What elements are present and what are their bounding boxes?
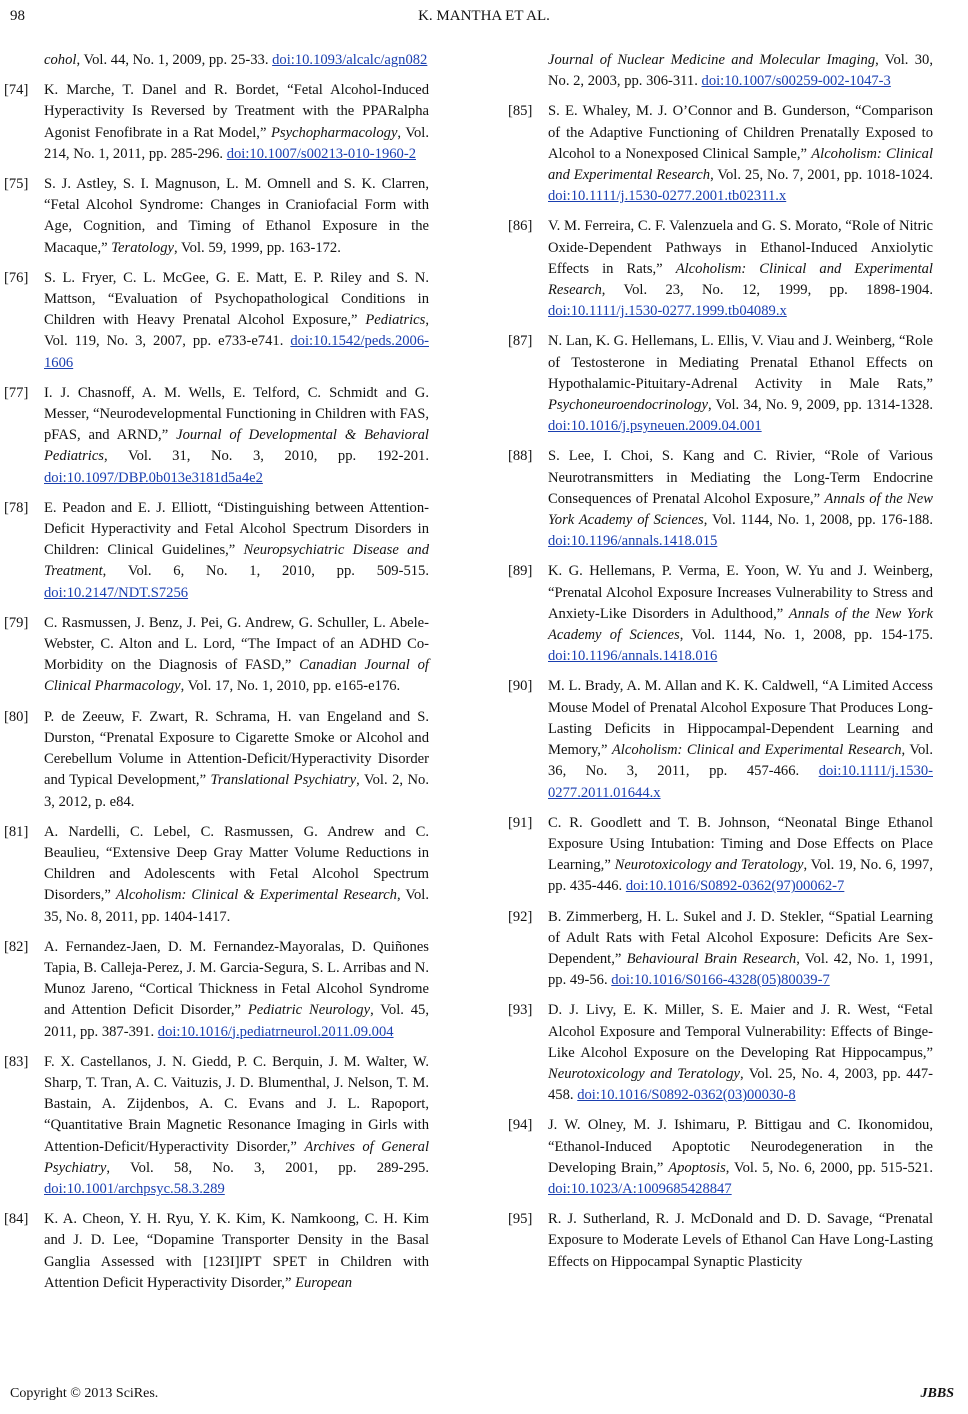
doi-link[interactable]: doi:10.1196/annals.1418.016 <box>548 648 718 665</box>
reference-title: “Extensive Deep Gray Matter Volume Reductions in Children and Adolescents with Fetal Alcohol Spectrum Disorders,” <box>44 844 429 904</box>
reference-authors: K. Marche, T. Danel and R. Bordet, <box>44 82 288 99</box>
reference-entry <box>508 1000 933 1106</box>
doi-link[interactable]: doi:10.1097/DBP.0b013e3181d5a4e2 <box>44 469 263 486</box>
reference-entry <box>4 707 429 813</box>
reference-authors: S. Lee, I. Choi, S. Kang and C. Rivier, <box>548 448 825 465</box>
reference-title: “Spatial Learning of Adult Rats with Fetal Alcohol Exposure: Deficits Are Sex-Dependent,” <box>548 908 933 967</box>
reference-details: , Vol. 34, No. 9, 2009, pp. 1314-1328. <box>707 397 933 414</box>
doi-link[interactable]: doi:10.1016/j.pediatrneurol.2011.09.004 <box>157 1023 394 1040</box>
reference-number: [90] <box>508 678 533 695</box>
reference-entry <box>508 676 933 803</box>
reference-journal: Behavioural Brain Research <box>626 950 797 967</box>
doi-link[interactable]: doi:10.1007/s00259-002-1047-3 <box>701 73 891 90</box>
reference-journal: Psychopharmacology <box>270 124 398 141</box>
reference-number: [77] <box>4 384 29 401</box>
reference-authors: I. J. Chasnoff, A. M. Wells, E. Telford, C. Schmidt and G. Messer, <box>44 384 429 423</box>
reference-details: , Vol. 36, No. 3, 2011, pp. 457-466. <box>548 742 933 780</box>
reference-title: “Neurodevelopmental Functioning in Children with FAS, pFAS, and ARND,” <box>44 406 429 444</box>
reference-authors: D. J. Livy, E. K. Miller, S. E. Maier and J. R. West, <box>548 1002 898 1019</box>
reference-journal: Alcoholism: Clinical and Experimental Research <box>548 260 933 299</box>
reference-journal: European <box>295 1274 353 1291</box>
copyright-notice: Copyright © 2013 SciRes. <box>10 1386 159 1401</box>
reference-authors: S. L. Fryer, C. L. McGee, G. E. Matt, E. P. Riley and S. N. Mattson, <box>44 269 429 308</box>
reference-journal: Alcoholism: Clinical & Experimental Research <box>115 887 397 904</box>
doi-link[interactable]: doi:10.1016/j.psyneuen.2009.04.001 <box>548 418 762 435</box>
reference-details: , Vol. 25, No. 7, 2001, pp. 1018-1024. <box>710 167 933 184</box>
reference-number: [82] <box>4 938 29 955</box>
reference-authors: C. R. Goodlett and T. B. Johnson, <box>548 814 778 831</box>
reference-entry <box>4 937 429 1043</box>
reference-journal: Apoptosis <box>668 1159 726 1176</box>
reference-authors: K. G. Hellemans, P. Verma, E. Yoon, W. Yu and J. Weinberg, <box>548 563 933 580</box>
left-column <box>4 50 429 1303</box>
doi-link[interactable]: doi:10.1001/archpsyc.58.3.289 <box>44 1180 225 1197</box>
reference-number: [91] <box>508 814 533 831</box>
reference-title: “Ethanol-Induced Apoptotic Neurodegeneration in the Developing Brain,” <box>548 1138 933 1176</box>
reference-number: [81] <box>4 823 29 840</box>
reference-authors: B. Zimmerberg, H. L. Sukel and J. D. Stekler, <box>548 908 829 925</box>
reference-title: “Distinguishing between Attention-Deficit Hyperactivity and Fetal Alcohol Spectrum Disorders in Children: Clinical Guidelines,” <box>44 499 429 559</box>
reference-journal: Teratology <box>111 239 174 256</box>
journal-abbrev: JBBS <box>920 1386 954 1401</box>
reference-number: [92] <box>508 908 533 925</box>
reference-authors: R. J. Sutherland, R. J. McDonald and D. D. Savage, <box>548 1211 879 1228</box>
reference-title: “Fetal Alcohol-Induced Hyperactivity Is Reversed by Treatment with the PPARalpha Agonist Fenofibrate in a Rat Model,” <box>44 82 429 141</box>
reference-journal: Journal of Nuclear Medicine and Molecular Imaging <box>548 52 876 68</box>
reference-details: , Vol. 30, No. 2, 2003, pp. 306-311. <box>548 52 933 90</box>
reference-details: , Vol. 35, No. 8, 2011, pp. 1404-1417. <box>44 887 429 925</box>
reference-details: , Vol. 19, No. 6, 1997, pp. 435-446. <box>548 857 933 895</box>
doi-link[interactable]: doi:10.1093/alcalc/agn082 <box>272 52 428 68</box>
reference-details: , Vol. 119, No. 3, 2007, pp. e733-e741. <box>44 312 429 350</box>
reference-entry <box>508 331 933 437</box>
reference-title: “Prenatal Alcohol Exposure Increases Vulnerability to Stress and Anxiety-Like Disorders in Adulthood,” <box>548 584 933 622</box>
reference-journal: cohol <box>44 52 77 68</box>
reference-entry <box>4 822 429 928</box>
reference-details: , Vol. 6, No. 1, 2010, pp. 509-515. <box>102 563 429 580</box>
doi-link[interactable]: doi:10.1196/annals.1418.015 <box>548 533 718 550</box>
reference-title: “The Impact of an ADHD Co-Morbidity on the Diagnosis of FASD,” <box>44 636 429 674</box>
reference-entry <box>4 498 429 604</box>
reference-journal: Neuropsychiatric Disease and Treatment <box>44 542 429 580</box>
reference-journal: Annals of the New York Academy of Sciences <box>548 490 933 529</box>
reference-title: “A Limited Access Mouse Model of Prenatal Alcohol Exposure That Produces Long-Lasting Deficits in Hippocampal-Dependent Learning and Memory,” <box>548 678 933 759</box>
page-number: 98 <box>10 8 25 24</box>
reference-journal: Canadian Journal of Clinical Pharmacology <box>44 657 429 695</box>
reference-title: “Role of Nitric Oxide-Dependent Pathways in Ethanol-Induced Anxiolytic Effects in Rats,” <box>548 218 933 277</box>
reference-journal: Pediatrics <box>365 312 426 329</box>
reference-number: [93] <box>508 1002 533 1019</box>
reference-number: [84] <box>4 1211 29 1228</box>
reference-entry <box>4 268 429 374</box>
reference-authors: P. de Zeeuw, F. Zwart, R. Schrama, H. van Engeland and S. Durston, <box>44 708 429 746</box>
reference-journal: Pediatric Neurology <box>247 1002 371 1019</box>
reference-entry <box>4 50 429 71</box>
reference-authors: J. W. Olney, M. J. Ishimaru, P. Bittigau and C. Ikonomidou, <box>548 1117 933 1134</box>
reference-journal: Alcoholism: Clinical and Experimental Research <box>611 742 902 759</box>
reference-journal: Psychoneuroendocrinology <box>548 397 708 414</box>
reference-entry <box>508 1209 933 1273</box>
reference-title: “Evaluation of Psychopathological Conditions in Children with Heavy Prenatal Alcohol Exposure,” <box>44 291 429 329</box>
reference-authors: K. A. Cheon, Y. H. Ryu, Y. K. Kim, K. Namkoong, C. H. Kim and J. D. Lee, <box>44 1211 429 1249</box>
reference-authors: C. Rasmussen, J. Benz, J. Pei, G. Andrew, G. Schuller, L. Abele-Webster, C. Alton and L. Lord, <box>44 614 429 653</box>
reference-journal: Alcoholism: Clinical and Experimental Research <box>548 145 934 184</box>
reference-number: [78] <box>4 499 29 516</box>
reference-entry <box>4 1209 429 1294</box>
reference-entry <box>4 613 429 698</box>
reference-entry <box>508 216 933 322</box>
reference-authors: F. X. Castellanos, J. N. Giedd, P. C. Berquin, J. M. Walter, W. Sharp, T. Tran, A. C. Vaituzis, J. D. Blumenthal, J. Nelson, T. M. Bastain, A. Zijdenbos, A. C. Evans and J. L. Rapoport, <box>44 1053 429 1113</box>
reference-title: “Quantitative Brain Magnetic Resonance Imaging in Girls with Attention-Deficit/Hyperactivity Disorder,” <box>44 1117 429 1155</box>
reference-number: [86] <box>508 218 533 235</box>
reference-entry <box>508 1115 933 1200</box>
reference-entry <box>4 174 429 259</box>
reference-number: [76] <box>4 269 29 286</box>
reference-details: , Vol. 1144, No. 1, 2008, pp. 154-175. <box>679 627 933 644</box>
reference-details: , Vol. 1144, No. 1, 2008, pp. 176-188. <box>703 512 933 529</box>
right-column <box>508 50 933 1282</box>
reference-entry <box>4 383 429 489</box>
reference-entry <box>508 101 933 207</box>
reference-entry <box>508 50 933 92</box>
reference-number: [80] <box>4 708 29 725</box>
reference-details: , Vol. 5, No. 6, 2000, pp. 515-521. <box>725 1159 934 1176</box>
reference-number: [79] <box>4 614 29 631</box>
reference-title: “Role of Various Neurotransmitters in Mediating the Long-Term Endocrine Consequences of Prenatal Alcohol Exposure,” <box>548 448 933 507</box>
reference-entry <box>508 907 933 992</box>
reference-journal: Neurotoxicology and Teratology <box>548 1065 741 1082</box>
reference-details: , Vol. 25, No. 4, 2003, pp. 447-458. <box>548 1065 933 1104</box>
doi-link[interactable]: doi:10.1542/peds.2006-1606 <box>44 333 429 371</box>
reference-number: [85] <box>508 103 533 120</box>
reference-details: , Vol. 42, No. 1, 1991, pp. 49-56. <box>548 950 933 989</box>
doi-link[interactable]: doi:10.1111/j.1530-0277.1999.tb04089.x <box>548 303 787 320</box>
reference-authors: M. L. Brady, A. M. Allan and K. K. Caldwell, <box>548 678 823 695</box>
reference-entry <box>508 446 933 552</box>
reference-authors: N. Lan, K. G. Hellemans, L. Ellis, V. Viau and J. Weinberg, <box>548 333 899 350</box>
reference-details: , Vol. 31, No. 3, 2010, pp. 192-201. <box>104 448 429 465</box>
reference-number: [88] <box>508 448 533 465</box>
doi-link[interactable]: doi:10.2147/NDT.S7256 <box>44 584 189 601</box>
reference-title: “Neonatal Binge Ethanol Exposure Using Intubation: Timing and Dose Effects on Place Learning,” <box>548 814 933 874</box>
doi-link[interactable]: doi:10.1007/s00213-010-1960-2 <box>226 145 417 162</box>
reference-title: “Fetal Alcohol Syndrome: Changes in Craniofacial Form with Age, Cognition, and Timing of Ethanol Exposure in the Macaque,” <box>44 197 429 256</box>
doi-link[interactable]: doi:10.1016/S0892-0362(03)00030-8 <box>577 1087 796 1104</box>
reference-title: “Fetal Alcohol Exposure and Temporal Vulnerability: Effects of Binge-Like Alcohol Exposure on the Developing Rat Hippocampus,” <box>548 1002 933 1061</box>
reference-number: [89] <box>508 563 533 580</box>
reference-details: , Vol. 44, No. 1, 2009, pp. 25-33. <box>76 52 269 68</box>
page-header <box>0 8 968 30</box>
reference-number: [75] <box>4 176 29 193</box>
reference-title: “Role of Testosterone in Mediating Prenatal Ethanol Effects on Hypothalamic-Pituitary-Adrenal Activity in Male Rats,” <box>548 333 933 392</box>
page-footer <box>0 1386 968 1406</box>
doi-link[interactable]: doi:10.1111/j.1530-0277.2001.tb02311.x <box>548 188 787 205</box>
doi-link[interactable]: doi:10.1016/S0892-0362(97)00062-7 <box>625 878 845 895</box>
reference-title: “Cortical Thickness in Fetal Alcohol Syndrome and Attention Deficit Disorder,” <box>44 981 429 1019</box>
doi-link[interactable]: doi:10.1111/j.1530-0277.2011.01644.x <box>548 763 933 801</box>
reference-number: [87] <box>508 333 533 350</box>
reference-journal: Journal of Developmental & Behavioral Pediatrics <box>44 427 429 465</box>
reference-journal: Translational Psychiatry <box>210 772 357 789</box>
reference-authors: A. Nardelli, C. Lebel, C. Rasmussen, G. Andrew and C. Beaulieu, <box>44 823 429 861</box>
doi-link[interactable]: doi:10.1023/A:1009685428847 <box>548 1180 732 1197</box>
reference-entry <box>4 1052 429 1200</box>
reference-entry <box>508 813 933 898</box>
reference-authors: V. M. Ferreira, C. F. Valenzuela and G. S. Morato, <box>548 218 846 235</box>
reference-number: [83] <box>4 1053 29 1070</box>
reference-authors: S. E. Whaley, M. J. O’Connor and B. Gunderson, <box>548 103 856 120</box>
reference-number: [94] <box>508 1117 533 1134</box>
reference-number: [74] <box>4 82 29 99</box>
reference-details: , Vol. 23, No. 12, 1999, pp. 1898-1904. <box>601 282 933 299</box>
reference-title: “Dopamine Transporter Density in the Basal Ganglia Assessed with [123I]IPT SPET in Children with Attention Deficit Hyperactivity Disorder,” <box>44 1232 430 1291</box>
reference-journal: Neurotoxicology and Teratology <box>614 857 804 874</box>
reference-entry <box>4 80 429 165</box>
reference-authors: S. J. Astley, S. I. Magnuson, L. M. Omnell and S. K. Clarren, <box>44 176 429 193</box>
running-head: K. MANTHA ET AL. <box>418 8 550 24</box>
reference-journal: Annals of the New York Academy of Sciences <box>548 605 933 644</box>
reference-entry <box>508 561 933 667</box>
reference-authors: A. Fernandez-Jaen, D. M. Fernandez-Mayoralas, D. Quiñones Tapia, B. Calleja-Perez, J. M. Garcia-Segura, S. L. Arribas and N. Munoz Jareno, <box>44 938 429 998</box>
reference-title: “Prenatal Exposure to Cigarette Smoke or Alcohol and Cerebellum Volume in Attention-Deficit/Hyperactivity Disorder and Typical Development,” <box>44 729 429 789</box>
reference-details: , Vol. 45, 2011, pp. 387-391. <box>44 1002 430 1040</box>
reference-number: [95] <box>508 1211 533 1228</box>
reference-details: , Vol. 17, No. 1, 2010, pp. e165-e176. <box>180 678 401 695</box>
reference-details: , Vol. 214, No. 1, 2011, pp. 285-296. <box>44 124 429 162</box>
reference-authors: E. Peadon and E. J. Elliott, <box>44 499 218 516</box>
reference-title: “Prenatal Exposure to Moderate Levels of Ethanol Can Have Long-Lasting Effects on Hippocampal Synaptic Plasticity <box>548 1211 933 1270</box>
reference-details: , Vol. 2, No. 3, 2012, p. e84. <box>44 772 429 810</box>
reference-details: , Vol. 58, No. 3, 2001, pp. 289-295. <box>106 1159 429 1176</box>
reference-details: , Vol. 59, 1999, pp. 163-172. <box>173 239 341 256</box>
reference-title: “Comparison of the Adaptive Functioning of Children Prenatally Exposed to Alcohol to a Nonexposed Clinical Sample,” <box>548 103 933 162</box>
doi-link[interactable]: doi:10.1016/S0166-4328(05)80039-7 <box>611 972 830 989</box>
reference-journal: Archives of General Psychiatry <box>44 1138 429 1176</box>
